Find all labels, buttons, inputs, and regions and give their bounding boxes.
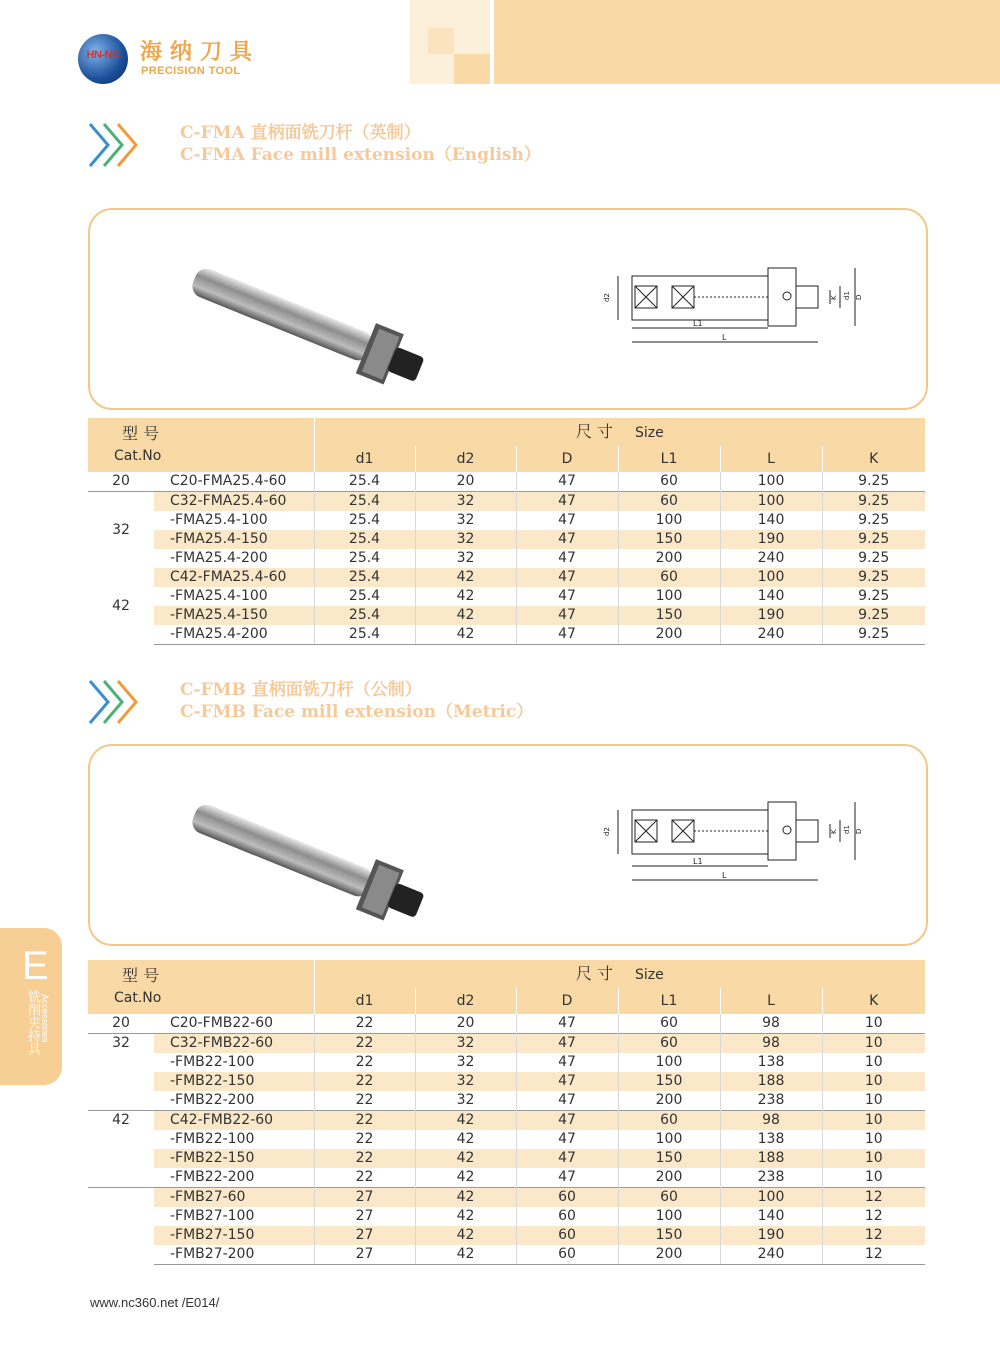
cell-L1: 200 xyxy=(618,1168,720,1188)
cell-L: 100 xyxy=(720,492,822,512)
spec-table-fma xyxy=(88,418,925,645)
cell-d2: 42 xyxy=(415,1111,516,1131)
cat-no: -FMB27-100 xyxy=(170,1208,255,1224)
cell-d1: 25.4 xyxy=(314,625,415,645)
cell-K: 9.25 xyxy=(822,511,925,530)
cell-D: 47 xyxy=(516,606,618,625)
cell-D: 60 xyxy=(516,1188,618,1208)
cell-d1: 27 xyxy=(314,1226,415,1245)
header-decor-square xyxy=(454,54,490,84)
product-image-box xyxy=(88,208,928,410)
table-row xyxy=(88,549,925,568)
section2-title-cn: C-FMB 直柄面铣刀杆（公制） xyxy=(180,680,422,700)
table-header-model xyxy=(88,418,314,472)
cell-d2: 32 xyxy=(415,511,516,530)
column-header: d2 xyxy=(415,988,516,1014)
cat-no: C32-FMA25.4-60 xyxy=(154,492,314,512)
cat-no: -FMB27-200 xyxy=(154,1245,314,1265)
cell-d2: 32 xyxy=(415,1091,516,1111)
cat-no: -FMB27-150 xyxy=(154,1226,314,1245)
cell-L: 190 xyxy=(720,606,822,625)
cell-D: 60 xyxy=(516,1207,618,1226)
cat-no: -FMB22-100 xyxy=(170,1054,255,1070)
cat-no: C42-FMA25.4-60 xyxy=(154,568,314,587)
cell-D: 47 xyxy=(516,1072,618,1091)
cell-L1: 60 xyxy=(618,568,720,587)
cell-d2: 32 xyxy=(415,530,516,549)
cell-d1: 22 xyxy=(314,1034,415,1054)
side-tab-label-en: Accessories xyxy=(40,994,50,1043)
table-row xyxy=(88,1245,925,1265)
section2-title-en: C-FMB Face mill extension（Metric） xyxy=(180,702,534,722)
cell-d2: 42 xyxy=(415,625,516,645)
table-row xyxy=(88,1034,925,1054)
cell-K: 12 xyxy=(822,1207,925,1226)
technical-drawing xyxy=(90,210,926,408)
cat-no: C42-FMB22-60 xyxy=(154,1111,314,1131)
cell-d2: 20 xyxy=(415,472,516,492)
label-L: L xyxy=(722,333,727,342)
header-model-cn: 型 号 xyxy=(122,966,160,985)
cell-d1: 22 xyxy=(314,1111,415,1131)
table-row xyxy=(88,606,925,625)
cell-K: 9.25 xyxy=(822,472,925,492)
cell-L: 190 xyxy=(720,530,822,549)
cell-d1: 25.4 xyxy=(314,587,415,606)
brand-name-cn: 海纳刀具 xyxy=(140,40,261,65)
section1-title-en: C-FMA Face mill extension（English） xyxy=(180,145,541,165)
cell-d1: 27 xyxy=(314,1245,415,1265)
cell-L: 140 xyxy=(720,1207,822,1226)
label-d1: d1 xyxy=(843,825,851,834)
cell-D: 47 xyxy=(516,530,618,549)
column-header: D xyxy=(516,446,618,472)
cell-L: 100 xyxy=(720,1188,822,1208)
table-row xyxy=(88,530,925,549)
label-D: D xyxy=(855,294,863,300)
cat-no: -FMB22-100 xyxy=(170,1131,255,1147)
cell-K: 10 xyxy=(822,1130,925,1149)
cell-D: 60 xyxy=(516,1245,618,1265)
shank-group: 42 xyxy=(88,1111,154,1188)
table-row xyxy=(88,1130,925,1149)
column-header: d2 xyxy=(415,446,516,472)
cell-K: 10 xyxy=(822,1014,925,1034)
header-decor-square xyxy=(428,28,454,54)
cell-K: 9.25 xyxy=(822,530,925,549)
cell-D: 47 xyxy=(516,1149,618,1168)
cell-d2: 42 xyxy=(415,568,516,587)
cat-no: -FMA25.4-100 xyxy=(170,588,268,604)
cell-d1: 25.4 xyxy=(314,511,415,530)
cell-L1: 150 xyxy=(618,1149,720,1168)
column-header: d1 xyxy=(314,446,415,472)
label-D: D xyxy=(855,828,863,834)
cell-L1: 100 xyxy=(618,511,720,530)
cell-D: 47 xyxy=(516,1053,618,1072)
cell-L: 238 xyxy=(720,1091,822,1111)
table-row xyxy=(88,1053,925,1072)
header-catno: Cat.No xyxy=(114,448,162,464)
cell-K: 12 xyxy=(822,1245,925,1265)
cell-L: 98 xyxy=(720,1014,822,1034)
side-tab-label-cn: 铣削夹持具 xyxy=(25,990,40,1055)
cell-L1: 200 xyxy=(618,625,720,645)
cell-L: 100 xyxy=(720,568,822,587)
cell-d2: 32 xyxy=(415,492,516,512)
cell-D: 47 xyxy=(516,492,618,512)
product-image-box xyxy=(88,744,928,946)
cell-K: 10 xyxy=(822,1091,925,1111)
footer-url[interactable]: www.nc360.net /E014/ xyxy=(90,1295,220,1310)
column-header: D xyxy=(516,988,618,1014)
cell-D: 47 xyxy=(516,511,618,530)
label-K: K xyxy=(830,829,838,834)
cat-no: -FMA25.4-100 xyxy=(170,512,268,528)
cell-K: 10 xyxy=(822,1111,925,1131)
label-K: K xyxy=(830,295,838,300)
cell-L1: 200 xyxy=(618,1091,720,1111)
brand-name-en: PRECISION TOOL xyxy=(141,65,241,77)
table-row xyxy=(88,1149,925,1168)
column-header: L1 xyxy=(618,446,720,472)
cell-D: 47 xyxy=(516,1014,618,1034)
cell-K: 9.25 xyxy=(822,549,925,568)
cell-K: 10 xyxy=(822,1072,925,1091)
column-header: L xyxy=(720,988,822,1014)
cell-d1: 22 xyxy=(314,1149,415,1168)
cell-d1: 25.4 xyxy=(314,549,415,568)
label-d2: d2 xyxy=(603,293,611,302)
shank-group: 42 xyxy=(112,597,130,614)
header-catno: Cat.No xyxy=(114,990,162,1006)
cell-D: 47 xyxy=(516,1111,618,1131)
cell-L: 98 xyxy=(720,1111,822,1131)
cat-no: C32-FMB22-60 xyxy=(154,1034,314,1054)
cell-d1: 22 xyxy=(314,1053,415,1072)
cat-no: -FMB27-60 xyxy=(154,1188,314,1208)
label-L1: L1 xyxy=(693,319,703,328)
shank-group: 20 xyxy=(112,473,130,489)
table-row xyxy=(88,1226,925,1245)
cell-d1: 25.4 xyxy=(314,606,415,625)
cell-L1: 150 xyxy=(618,1226,720,1245)
shank-group xyxy=(88,1188,154,1265)
cell-d1: 22 xyxy=(314,1072,415,1091)
cell-K: 10 xyxy=(822,1053,925,1072)
table-row xyxy=(88,1168,925,1188)
cell-L: 240 xyxy=(720,1245,822,1265)
cell-L: 98 xyxy=(720,1034,822,1054)
cell-K: 9.25 xyxy=(822,587,925,606)
cell-L: 138 xyxy=(720,1130,822,1149)
cell-L1: 100 xyxy=(618,1130,720,1149)
cell-K: 9.25 xyxy=(822,492,925,512)
label-L: L xyxy=(722,871,727,880)
cell-d2: 42 xyxy=(415,1168,516,1188)
cell-L1: 60 xyxy=(618,1014,720,1034)
column-header: K xyxy=(822,446,925,472)
technical-drawing xyxy=(90,746,926,944)
cell-L1: 60 xyxy=(618,492,720,512)
cell-L1: 150 xyxy=(618,1072,720,1091)
cell-d1: 27 xyxy=(314,1207,415,1226)
cat-no: C20-FMB22-60 xyxy=(170,1015,274,1031)
cell-L: 100 xyxy=(720,472,822,492)
chevrons-icon xyxy=(86,677,146,727)
cell-d2: 42 xyxy=(415,1130,516,1149)
cat-no: -FMA25.4-150 xyxy=(154,530,314,549)
header-size-cn: 尺 寸 xyxy=(575,421,613,441)
cell-L: 140 xyxy=(720,587,822,606)
cell-d1: 25.4 xyxy=(314,492,415,512)
table-header-size xyxy=(314,418,925,446)
cell-L1: 150 xyxy=(618,606,720,625)
cell-d1: 25.4 xyxy=(314,472,415,492)
logo-text: HN-NC xyxy=(86,49,120,61)
cell-K: 10 xyxy=(822,1168,925,1188)
shank-group: 32 xyxy=(88,1034,154,1111)
cat-no: -FMB22-150 xyxy=(154,1149,314,1168)
cell-D: 47 xyxy=(516,472,618,492)
cell-L1: 100 xyxy=(618,1053,720,1072)
header-model-cn: 型 号 xyxy=(122,424,160,443)
table-row xyxy=(88,1072,925,1091)
cat-no: -FMA25.4-200 xyxy=(170,550,268,566)
section1-title-cn: C-FMA 直柄面铣刀杆（英制） xyxy=(180,123,421,143)
table-header-model xyxy=(88,960,314,1014)
cell-L: 188 xyxy=(720,1149,822,1168)
cat-no: -FMB22-200 xyxy=(170,1092,255,1108)
cell-d2: 42 xyxy=(415,587,516,606)
column-header: L1 xyxy=(618,988,720,1014)
header-band xyxy=(494,0,1000,84)
label-L1: L1 xyxy=(693,857,703,866)
cell-d2: 32 xyxy=(415,549,516,568)
table-row xyxy=(88,511,925,530)
cat-no: -FMB22-150 xyxy=(154,1072,314,1091)
cell-d2: 42 xyxy=(415,1149,516,1168)
column-header: d1 xyxy=(314,988,415,1014)
cell-d2: 42 xyxy=(415,1188,516,1208)
header-size-en: Size xyxy=(634,424,664,441)
cell-L1: 60 xyxy=(618,1034,720,1054)
cell-L1: 200 xyxy=(618,549,720,568)
cell-K: 10 xyxy=(822,1149,925,1168)
shank-group: 32 xyxy=(88,492,154,569)
cell-L: 240 xyxy=(720,625,822,645)
table-row xyxy=(88,1111,925,1131)
cell-L: 190 xyxy=(720,1226,822,1245)
cell-L1: 60 xyxy=(618,1111,720,1131)
cell-L1: 60 xyxy=(618,472,720,492)
cell-D: 47 xyxy=(516,549,618,568)
header-size-cn: 尺 寸 xyxy=(575,963,613,983)
cell-d2: 32 xyxy=(415,1053,516,1072)
table-row xyxy=(88,587,925,606)
table-row xyxy=(88,1188,925,1208)
cat-no: -FMA25.4-200 xyxy=(154,625,314,645)
cell-D: 47 xyxy=(516,625,618,645)
cell-K: 9.25 xyxy=(822,568,925,587)
cell-d2: 42 xyxy=(415,1226,516,1245)
cell-d1: 22 xyxy=(314,1091,415,1111)
cell-d1: 22 xyxy=(314,1130,415,1149)
cell-d1: 25.4 xyxy=(314,530,415,549)
cell-L1: 100 xyxy=(618,587,720,606)
cell-D: 47 xyxy=(516,1034,618,1054)
cell-d1: 22 xyxy=(314,1168,415,1188)
cell-d2: 42 xyxy=(415,1207,516,1226)
table-header-size xyxy=(314,960,925,988)
table-row xyxy=(88,568,925,587)
cell-L1: 60 xyxy=(618,1188,720,1208)
cell-L1: 150 xyxy=(618,530,720,549)
cat-no: C20-FMA25.4-60 xyxy=(170,473,287,489)
shank-group: 20 xyxy=(112,1015,130,1031)
label-d2: d2 xyxy=(603,827,611,836)
cell-L1: 200 xyxy=(618,1245,720,1265)
cell-D: 47 xyxy=(516,1091,618,1111)
cell-D: 47 xyxy=(516,1168,618,1188)
cell-D: 47 xyxy=(516,568,618,587)
cell-K: 10 xyxy=(822,1034,925,1054)
column-header: K xyxy=(822,988,925,1014)
cat-no: -FMA25.4-150 xyxy=(154,606,314,625)
cell-K: 12 xyxy=(822,1226,925,1245)
cell-L1: 100 xyxy=(618,1207,720,1226)
cell-d2: 20 xyxy=(415,1014,516,1034)
table-row xyxy=(88,472,925,492)
cell-d2: 42 xyxy=(415,606,516,625)
cell-L: 240 xyxy=(720,549,822,568)
chevrons-icon xyxy=(86,120,146,170)
table-row xyxy=(88,1207,925,1226)
spec-table-fmb xyxy=(88,960,925,1265)
cat-no: -FMB22-200 xyxy=(170,1169,255,1185)
header-size-en: Size xyxy=(634,966,664,983)
cell-d1: 27 xyxy=(314,1188,415,1208)
cell-D: 47 xyxy=(516,587,618,606)
cell-d2: 32 xyxy=(415,1072,516,1091)
cell-L: 238 xyxy=(720,1168,822,1188)
cell-K: 9.25 xyxy=(822,606,925,625)
cell-d1: 22 xyxy=(314,1014,415,1034)
cell-d1: 25.4 xyxy=(314,568,415,587)
cell-d2: 42 xyxy=(415,1245,516,1265)
side-tab-letter: E xyxy=(22,944,49,988)
cell-K: 12 xyxy=(822,1188,925,1208)
cell-L: 140 xyxy=(720,511,822,530)
cell-D: 60 xyxy=(516,1226,618,1245)
table-row xyxy=(88,1014,925,1034)
table-row xyxy=(88,1091,925,1111)
label-d1: d1 xyxy=(843,291,851,300)
cell-d2: 32 xyxy=(415,1034,516,1054)
table-row xyxy=(88,625,925,645)
table-row xyxy=(88,492,925,512)
cell-D: 47 xyxy=(516,1130,618,1149)
cell-L: 138 xyxy=(720,1053,822,1072)
column-header: L xyxy=(720,446,822,472)
cell-K: 9.25 xyxy=(822,625,925,645)
cell-L: 188 xyxy=(720,1072,822,1091)
